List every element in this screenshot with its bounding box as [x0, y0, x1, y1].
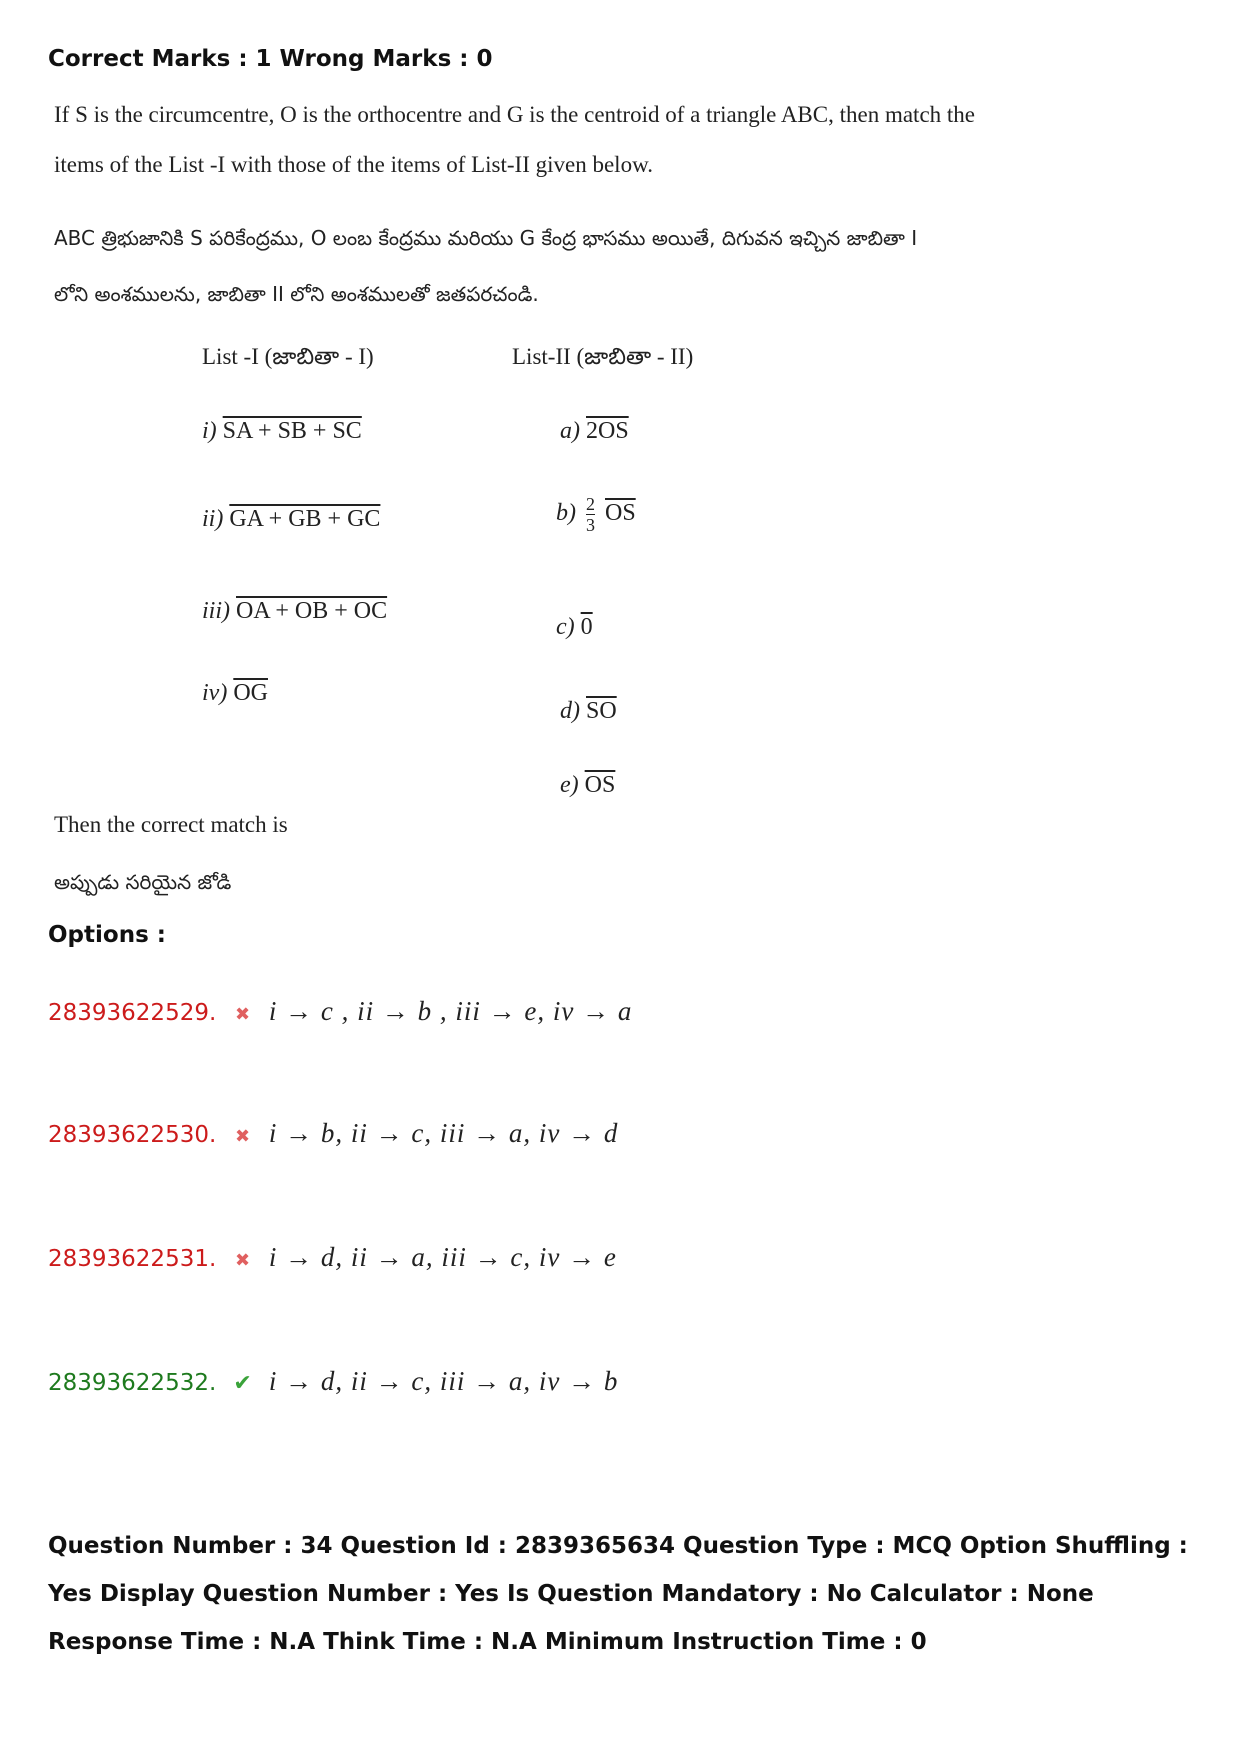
list1-heading: List -I (జాబితా - I) [202, 344, 374, 369]
cross-icon: ✖ [235, 1004, 251, 1025]
option-id: 28393622532. [48, 1370, 217, 1396]
list2-item-expr: $\overline{OS}$ [584, 772, 616, 798]
option-text: i → d, ii → a, iii → c, iv → e [268, 1242, 617, 1272]
list2-item [560, 698, 617, 725]
fraction-denominator: 3 [586, 515, 595, 535]
option-id: 28393622529. [48, 1000, 217, 1026]
list2-item-expr: 0 [580, 614, 593, 640]
check-icon: ✔ [233, 1371, 252, 1396]
list1-item-label: iv) [202, 680, 228, 706]
cross-icon: ✖ [235, 1126, 251, 1147]
list2-item-label: e) [560, 772, 579, 798]
marks-header: Correct Marks : 1 Wrong Marks : 0 [48, 46, 493, 72]
question-text-english-line2: items of the List -I with those of the items of List-II given below. [54, 152, 653, 177]
fraction-numerator: 2 [586, 494, 595, 514]
list2-item-label: c) [556, 614, 575, 640]
list2-item-expr: $\overline{SO}$ [586, 698, 617, 724]
question-text-telugu-line1: ABC త్రిభుజానికి S పరికేంద్రము, O లంబ కేంద్రము మరియు G కేంద్ర భాసము అయితే, దిగువన ఇచ్చిన జాబితా I [54, 226, 918, 250]
list2-item-expr: 2OS [586, 418, 629, 444]
list1-item-expr: OA + OB + OC [236, 598, 388, 624]
list1-item-expr: GA + GB + GC [229, 506, 381, 532]
list1-item-label: ii) [202, 506, 224, 532]
question-text-english-line1: If S is the circumcentre, O is the orthocentre and G is the centroid of a triangle ABC, then match the [54, 102, 975, 127]
list1-item-label: i) [202, 418, 217, 444]
list2-heading: List-II (జాబితా - II) [512, 344, 694, 369]
list1-item-expr: $\overline{OG}$ [233, 680, 268, 706]
list2-item-label: b) [556, 500, 576, 527]
list1-item [202, 506, 380, 533]
option-row[interactable] [48, 996, 632, 1027]
option-row[interactable] [48, 1242, 617, 1273]
option-row[interactable] [48, 1366, 618, 1397]
fraction [586, 494, 595, 535]
options-label: Options : [48, 922, 166, 948]
list1-item-label: iii) [202, 598, 230, 624]
option-row[interactable] [48, 1118, 618, 1149]
option-text: i → d, ii → c, iii → a, iv → b [268, 1366, 619, 1396]
list1-item [202, 418, 362, 445]
list2-item [560, 772, 615, 799]
list1-item-expr: SA + SB + SC [222, 418, 362, 444]
list2-item-label: d) [560, 698, 580, 724]
option-text: i → c , ii → b , iii → e, iv → a [268, 996, 633, 1026]
question-then-english: Then the correct match is [54, 812, 288, 837]
cross-icon: ✖ [235, 1250, 251, 1271]
list2-item-label: a) [560, 418, 580, 444]
list2-item-expr: $\overline{OS}$ [605, 500, 636, 527]
question-then-telugu: అప్పుడు సరియైన జోడి [54, 870, 232, 894]
list2-item [556, 494, 636, 535]
list1-item [202, 598, 387, 625]
option-text: i → b, ii → c, iii → a, iv → d [268, 1118, 619, 1148]
list2-item [556, 614, 593, 641]
list1-item [202, 680, 268, 707]
list2-item [560, 418, 629, 445]
question-meta: Question Number : 34 Question Id : 2839365634 Question Type : MCQ Option Shuffling : Yes Display Question Number : Yes Is Question Mandatory : No Calculator : None Response Time : N.A Think Time : N.A Minimum Instruction Time : 0 [48, 1533, 1188, 1655]
question-text-telugu-line2: లోని అంశములను, జాబితా II లోని అంశములతో జతపరచండి. [54, 282, 539, 306]
option-id: 28393622531. [48, 1246, 217, 1272]
option-id: 28393622530. [48, 1122, 217, 1148]
